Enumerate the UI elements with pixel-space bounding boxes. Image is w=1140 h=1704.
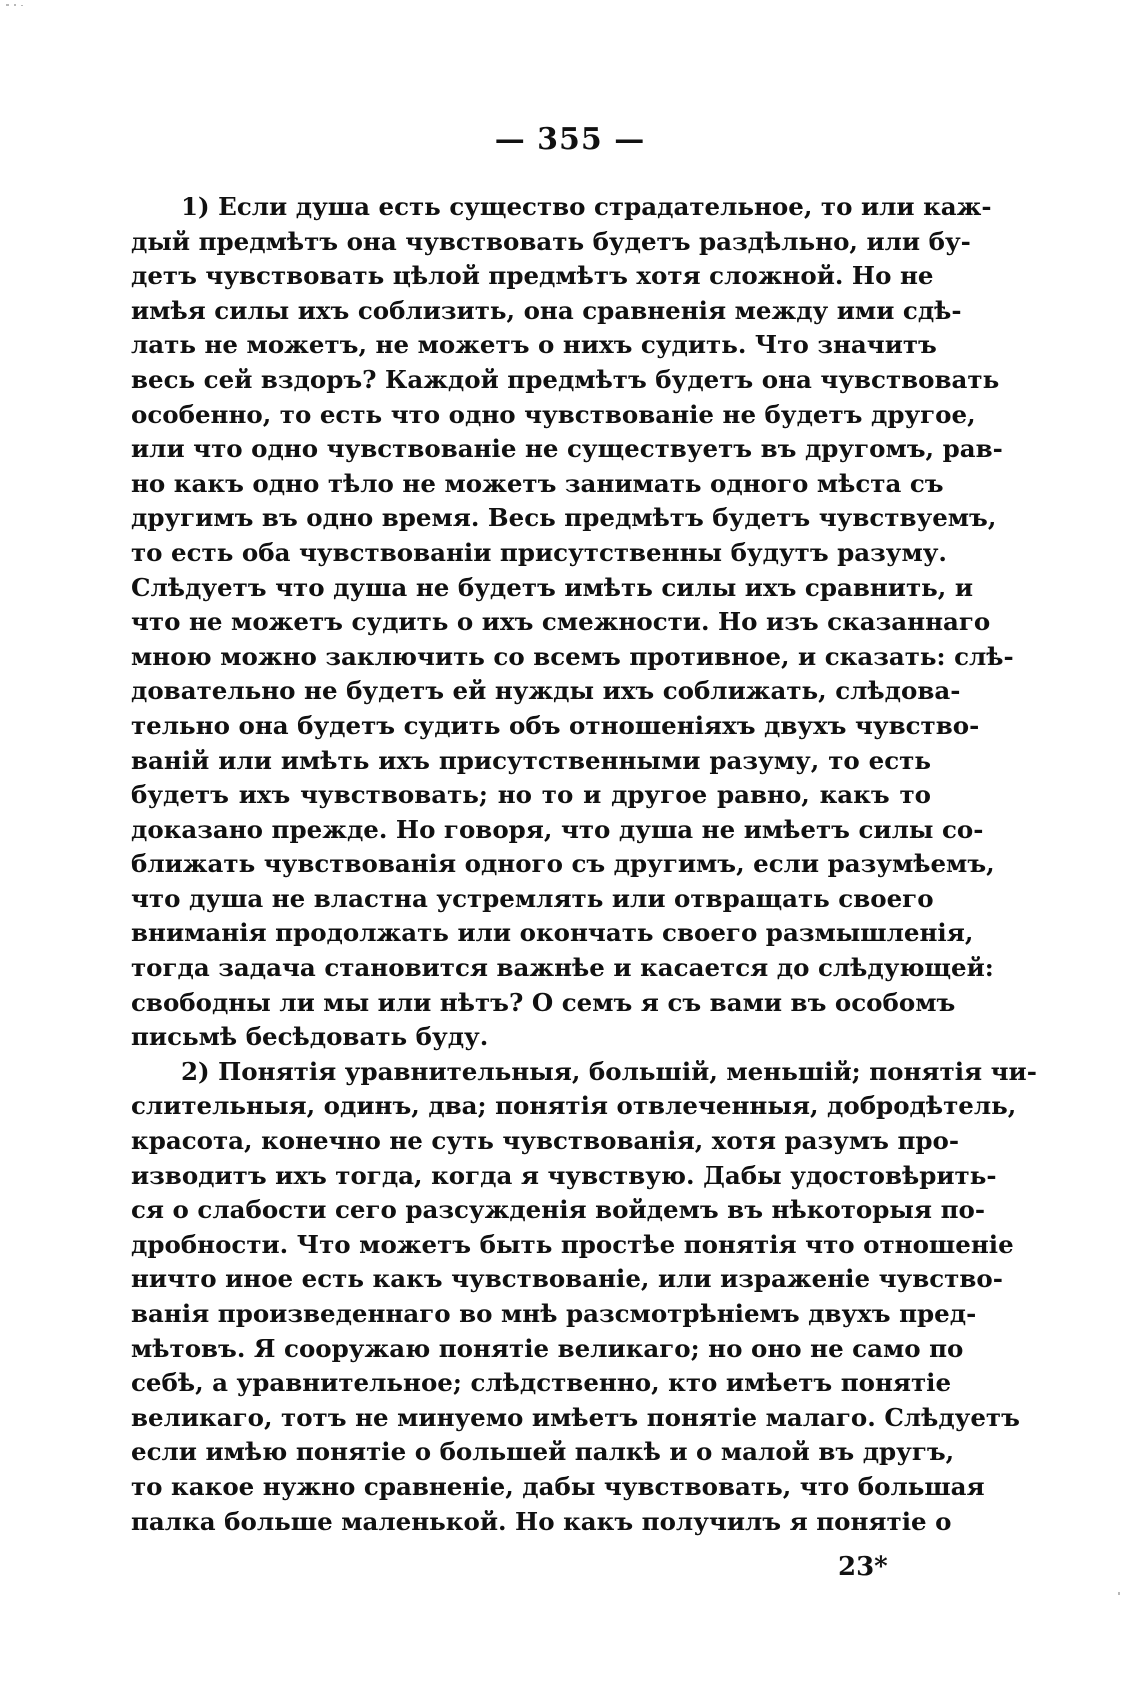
text-line: 1) Если душа есть существо страдательное, то или каж- [181, 192, 992, 221]
scan-speck [6, 4, 9, 6]
paragraph-2 [131, 1055, 1037, 1539]
text-line: ваній или имѣть ихъ присутственными разуму, то есть [131, 745, 931, 775]
text-line: другимъ въ одно время. Весь предмѣтъ будетъ чувствуемъ, [131, 503, 997, 533]
text-line: имѣя силы ихъ соблизить, она сравненія между ими сдѣ- [131, 295, 962, 325]
scan-speck [1118, 1592, 1120, 1595]
paragraph-1 [131, 190, 1014, 1055]
text-line: палка больше маленькой. Но какъ получилъ я понятіе о [131, 1506, 952, 1536]
text-line: изводитъ ихъ тогда, когда я чувствую. Дабы удостовѣрить- [131, 1160, 997, 1190]
scan-speck [21, 5, 23, 6]
text-line: слительныя, одинъ, два; понятія отвлеченныя, добродѣтель, [131, 1091, 1017, 1121]
page-number: — 355 — [494, 122, 646, 157]
text-line: лать не можетъ, не можетъ о нихъ судить. Что значитъ [131, 330, 937, 360]
text-line: свободны ли мы или нѣтъ? О семъ я съ вами въ особомъ [131, 987, 956, 1017]
text-line: детъ чувствовать цѣлой предмѣтъ хотя сложной. Но не [131, 261, 934, 291]
body-text [131, 190, 1037, 1539]
text-line: будетъ ихъ чувствовать; но то и другое равно, какъ то [131, 780, 931, 810]
text-line: письмѣ бесѣдовать буду. [131, 1022, 489, 1052]
text-line: доказано прежде. Но говоря, что душа не имѣетъ силы со- [131, 814, 984, 844]
text-line: или что одно чувствованіе не существуетъ въ другомъ, рав- [131, 434, 1003, 464]
text-line: Слѣдуетъ что душа не будетъ имѣть силы ихъ сравнить, и [131, 572, 973, 602]
scan-speck [14, 4, 16, 6]
text-line: если имѣю понятіе о большей палкѣ и о малой въ другъ, [131, 1437, 955, 1467]
text-line: мною можно заключить со всемъ противное, и сказать: слѣ- [131, 641, 1014, 671]
text-line: ничто иное есть какъ чувствованіе, или израженіе чувство- [131, 1264, 1003, 1294]
text-line: дробности. Что можетъ быть простѣе понятія что отношеніе [131, 1229, 1014, 1259]
text-line: ближать чувствованія одного съ другимъ, если разумѣемъ, [131, 849, 995, 879]
text-line: ванія произведеннаго во мнѣ разсмотрѣніемъ двухъ пред- [131, 1299, 977, 1328]
text-line: что не можетъ судить о ихъ смежности. Но изъ сказаннаго [131, 607, 991, 637]
text-line: ся о слабости сего разсужденія войдемъ въ нѣкоторыя по- [131, 1195, 986, 1225]
text-line: что душа не властна устремлять или отвращать своего [131, 883, 934, 913]
text-line: то есть оба чувствованіи присутственны будутъ разуму. [131, 537, 947, 567]
text-line: особенно, то есть что одно чувствованіе не будетъ другое, [131, 399, 976, 429]
text-line: великаго, тотъ не минуемо имѣетъ понятіе малаго. Слѣдуетъ [131, 1402, 1020, 1432]
text-line: 2) Понятія уравнительныя, большій, меньшій; понятія чи- [181, 1056, 1037, 1086]
text-line: себѣ, а уравнительное; слѣдственно, кто имѣетъ понятіе [131, 1368, 952, 1398]
text-line: то какое нужно сравненіе, дабы чувствовать, что большая [131, 1471, 985, 1501]
signature-mark: 23* [838, 1552, 888, 1582]
text-line: дый предмѣтъ она чувствовать будетъ раздѣльно, или бу- [131, 226, 971, 256]
text-line: красота, конечно не суть чувствованія, хотя разумъ про- [131, 1126, 960, 1156]
text-line: но какъ одно тѣло не можетъ занимать одного мѣста съ [131, 468, 944, 498]
text-line: вниманія продолжать или окончать своего размышленія, [131, 918, 974, 948]
text-line: весь сей вздоръ? Каждой предмѣтъ будетъ она чувствовать [131, 364, 1000, 394]
text-line: мѣтовъ. Я сооружаю понятіе великаго; но оно не само по [131, 1333, 964, 1363]
text-line: тельно она будетъ судить объ отношеніяхъ двухъ чувство- [131, 710, 980, 740]
text-line: довательно не будетъ ей нужды ихъ соближать, слѣдова- [131, 676, 961, 706]
text-line: тогда задача становится важнѣе и касается до слѣдующей: [131, 953, 994, 983]
